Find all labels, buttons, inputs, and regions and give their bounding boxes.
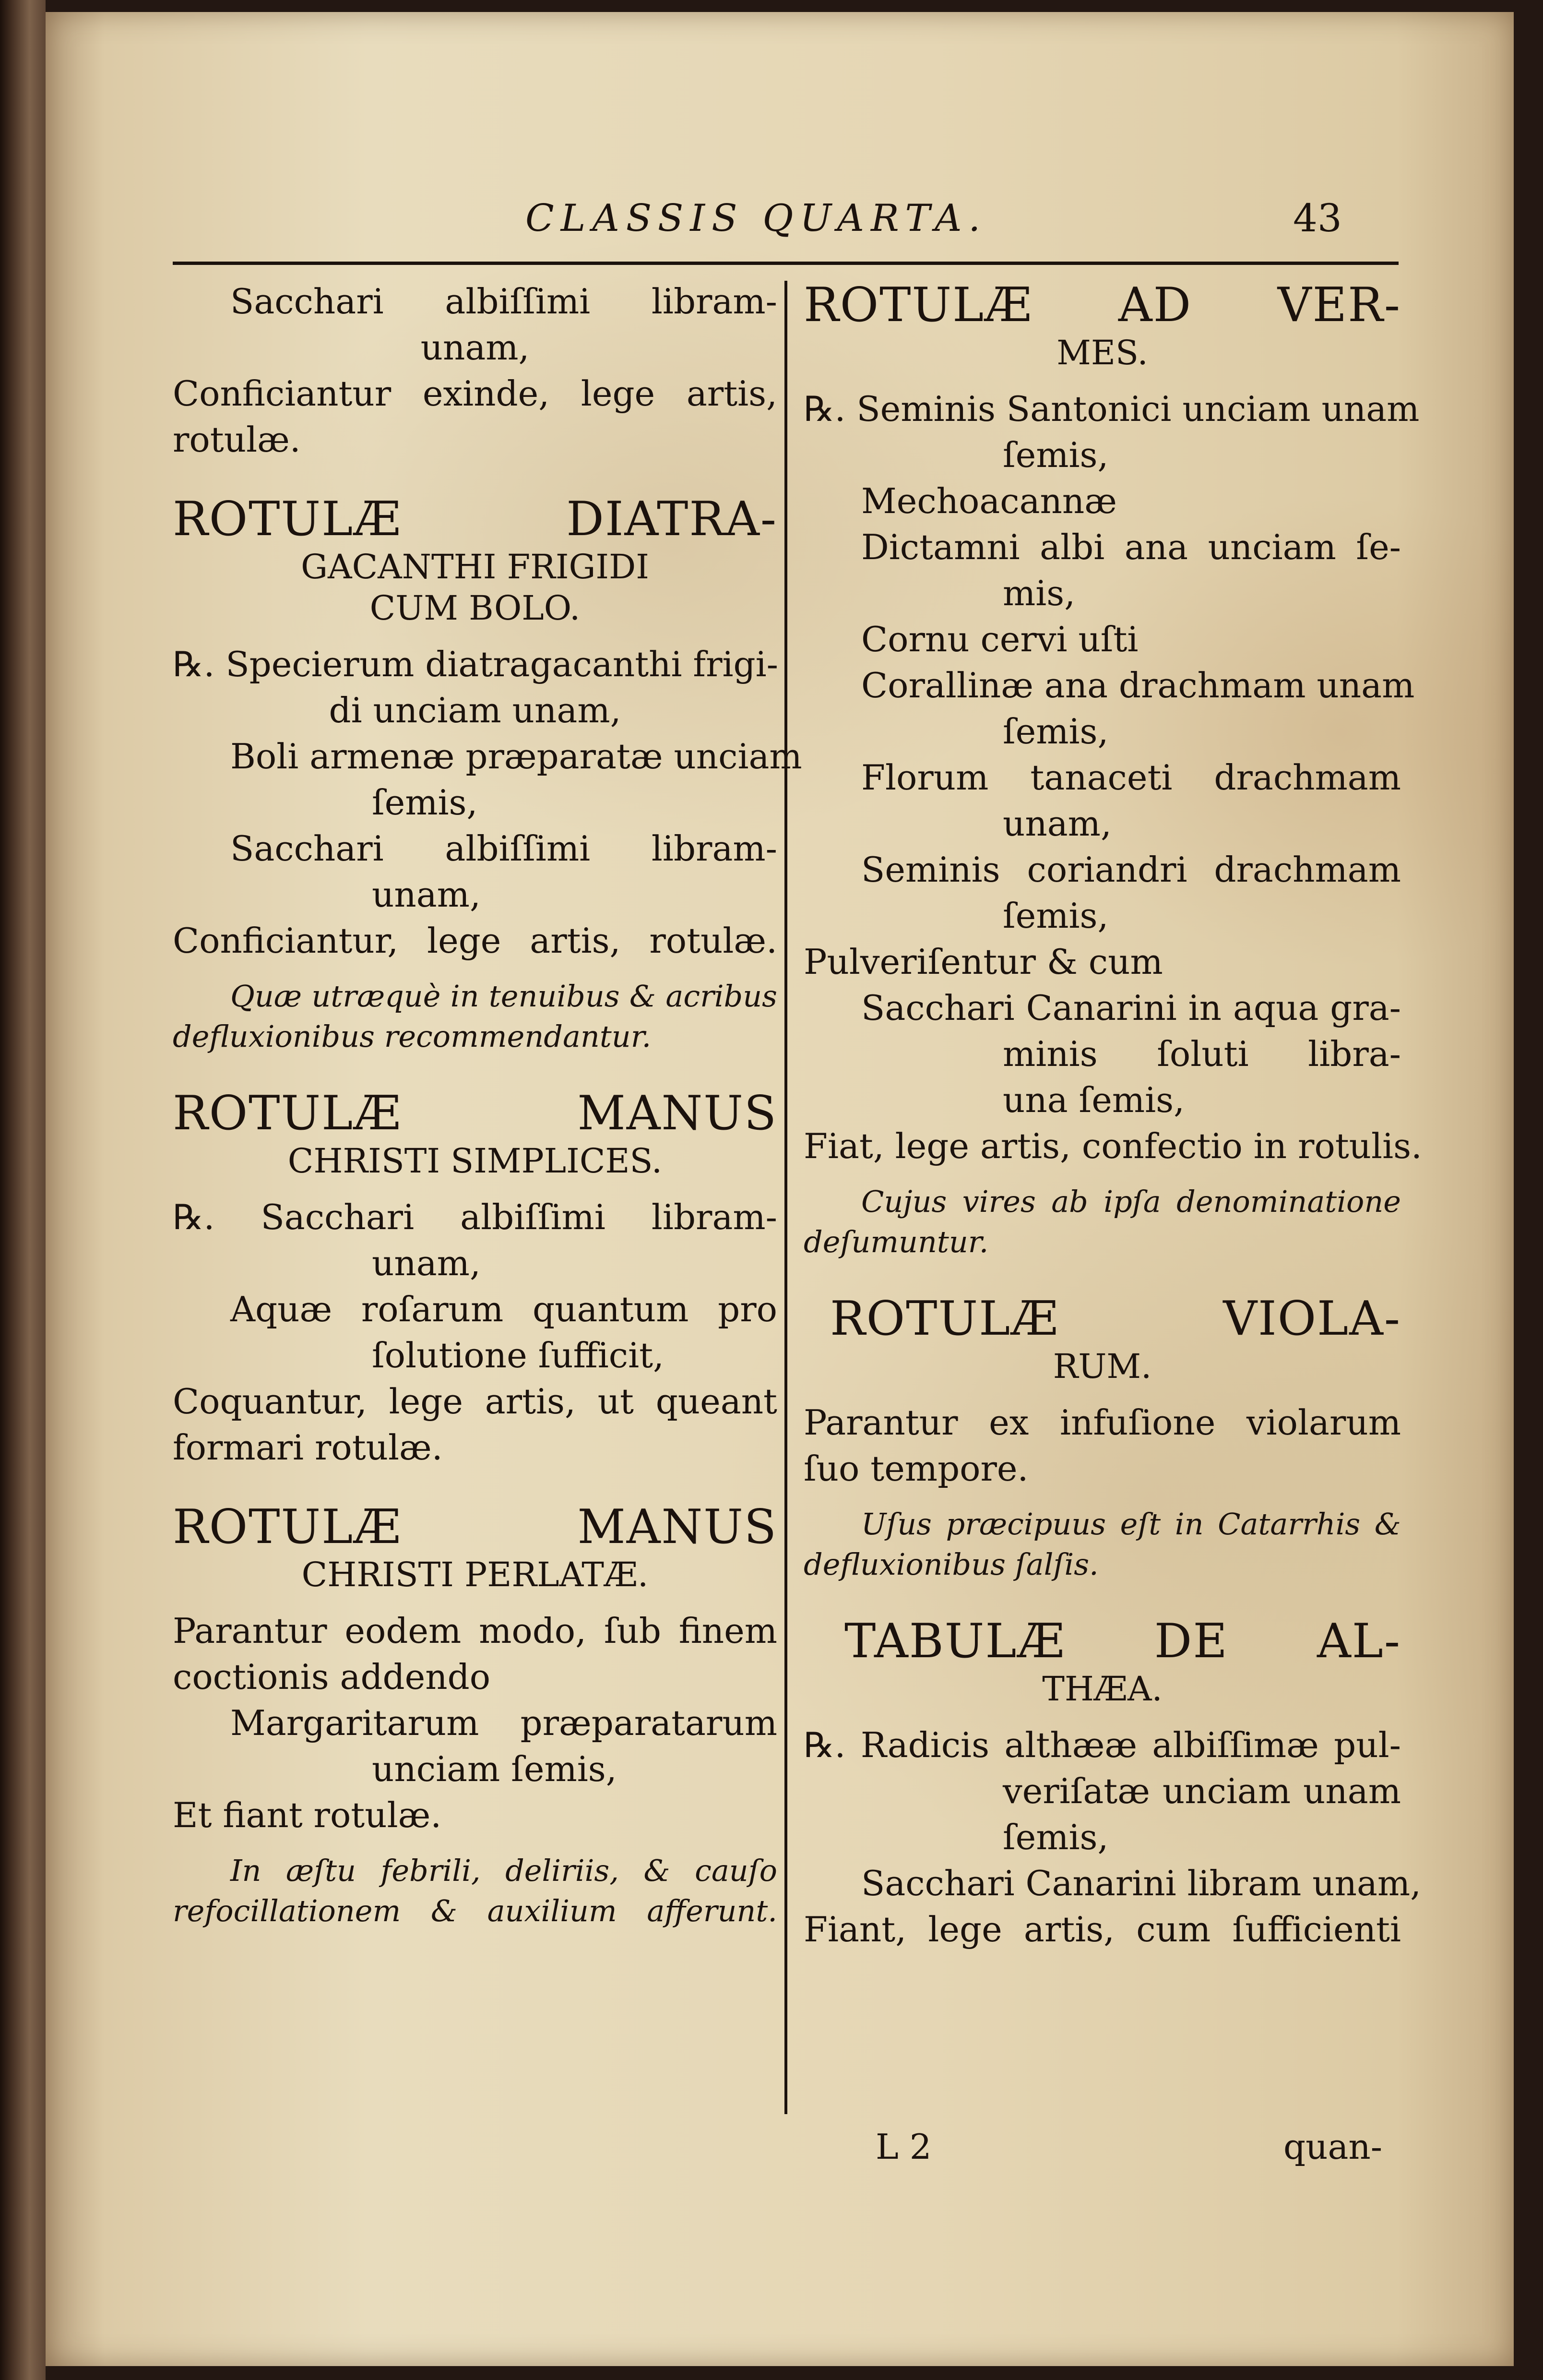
text-line: Florum tanaceti drachmam <box>861 757 1401 798</box>
recipe-ad-vermes <box>804 278 1422 1262</box>
recipe-subtitle: MES. <box>1056 333 1148 372</box>
text-line: unam, <box>372 1243 481 1283</box>
text-line: Aquæ roſarum quantum pro <box>230 1289 777 1329</box>
text-line: Coquantur, lege artis, ut queant <box>173 1381 777 1422</box>
text-line: veriſatæ unciam unam <box>1003 1771 1401 1811</box>
recipe-manus-christi-simplices <box>173 1087 777 1471</box>
text-line: Conficiantur exinde, lege artis, <box>173 373 777 414</box>
text-line: ſemis, <box>1003 711 1109 752</box>
book-page <box>46 12 1514 2366</box>
recipe-tabulae-de-althaea <box>804 1614 1422 1952</box>
text-line: Parantur ex infuſione violarum <box>804 1402 1401 1443</box>
text-line: ſemis, <box>1003 1817 1109 1857</box>
recipe-title: ROTULÆ DIATRA- <box>173 492 777 547</box>
text-line: ℞. Specierum diatragacanthi frigi- <box>173 644 778 684</box>
text-line: ℞. Radicis althææ albiſſimæ pul- <box>804 1725 1401 1765</box>
usage-note: refocillationem & auxilium afferunt. <box>173 1893 777 1928</box>
running-title: CLASSIS QUARTA. <box>525 197 987 240</box>
text-line: Boli armenæ præparatæ unciam <box>230 736 802 777</box>
left-column <box>173 278 802 1931</box>
right-column <box>804 278 1422 1952</box>
text-line: Sacchari Canarini in aqua gra- <box>861 988 1401 1028</box>
recipe-title: ROTULÆ VIOLA- <box>830 1292 1401 1346</box>
text-line: rotulæ. <box>173 419 301 460</box>
text-line: Fiat, lege artis, confectio in rotulis. <box>804 1126 1422 1166</box>
text-line: Cornu cervi uſti <box>861 619 1139 659</box>
text-line: Corallinæ ana drachmam unam <box>861 665 1415 706</box>
usage-note: Quæ utræquè in tenuibus & acribus <box>230 979 777 1014</box>
signature-mark: L 2 <box>876 2127 932 2167</box>
text-line: Fiant, lege artis, cum ſufficienti <box>804 1909 1401 1949</box>
catchword: quan- <box>1283 2127 1383 2167</box>
recipe-title: ROTULÆ AD VER- <box>804 278 1401 333</box>
text-line: ℞. Sacchari albiſſimi libram- <box>173 1197 777 1237</box>
text-line: unam, <box>1003 803 1112 844</box>
recipe-title: TABULÆ DE AL- <box>844 1614 1401 1669</box>
page-number: 43 <box>1293 196 1342 240</box>
recipe-subtitle: CHRISTI SIMPLICES. <box>287 1141 663 1181</box>
text-line: Sacchari albiſſimi libram- <box>230 281 777 322</box>
text-line: Dictamni albi ana unciam ſe- <box>861 527 1401 567</box>
recipe-title: ROTULÆ MANUS <box>173 1500 777 1555</box>
text-line: formari rotulæ. <box>173 1427 443 1468</box>
text-line: Parantur eodem modo, ſub finem <box>173 1611 777 1651</box>
text-line: unam, <box>420 327 530 368</box>
recipe-subtitle: CUM BOLO. <box>369 588 581 628</box>
column-divider <box>784 281 787 2114</box>
text-line: ſemis, <box>372 782 478 823</box>
usage-note: In æſtu febrili, deliriis, & cauſo <box>230 1853 777 1888</box>
text-line: minis ſoluti libra- <box>1003 1034 1401 1074</box>
text-line: Et fiant rotulæ. <box>173 1795 442 1835</box>
text-line: Sacchari albiſſimi libram- <box>230 828 777 869</box>
text-line: ſuo tempore. <box>804 1448 1029 1489</box>
text-line: una ſemis, <box>1003 1080 1185 1120</box>
text-line: Margaritarum præparatarum <box>230 1703 777 1743</box>
usage-note: Uſus præcipuus eſt in Catarrhis & <box>861 1507 1401 1542</box>
text-line: unam, <box>372 874 481 915</box>
usage-note: defluxionibus ſalſis. <box>804 1547 1099 1582</box>
text-line: di unciam unam, <box>329 690 621 730</box>
text-line: ſemis, <box>1003 896 1109 936</box>
book-spine-edge <box>0 0 46 2380</box>
recipe-manus-christi-perlatae <box>173 1500 777 1931</box>
recipe-diatragacanthi <box>173 492 802 1057</box>
text-line: Sacchari Canarini libram unam, <box>861 1863 1422 1903</box>
header-rule <box>173 262 1399 265</box>
usage-note: defluxionibus recommendantur. <box>173 1019 652 1054</box>
text-line: ſemis, <box>1003 435 1109 475</box>
text-line: ℞. Seminis Santonici unciam unam <box>804 389 1420 429</box>
text-line: mis, <box>1003 573 1076 613</box>
recipe-subtitle: GACANTHI FRIGIDI <box>301 547 649 586</box>
recipe-subtitle: RUM. <box>1053 1347 1152 1386</box>
text-line: Seminis coriandri drachmam <box>861 849 1401 890</box>
text-line: coctionis addendo <box>173 1657 491 1697</box>
recipe-subtitle: THÆA. <box>1042 1669 1163 1709</box>
text-line: Pulveriſentur & cum <box>804 942 1163 982</box>
running-head <box>46 192 1514 245</box>
recipe-violarum <box>804 1292 1401 1585</box>
recipe-subtitle: CHRISTI PERLATÆ. <box>301 1555 649 1594</box>
text-line: unciam ſemis, <box>372 1749 617 1789</box>
text-line: ſolutione ſufficit, <box>372 1335 664 1375</box>
usage-note: Cujus vires ab ipſa denominatione <box>861 1184 1401 1219</box>
text-line: Mechoacannæ <box>861 481 1117 521</box>
text-line: Conficiantur, lege artis, rotulæ. <box>173 921 777 961</box>
usage-note: deſumuntur. <box>804 1224 989 1259</box>
recipe-title: ROTULÆ MANUS <box>173 1086 777 1141</box>
